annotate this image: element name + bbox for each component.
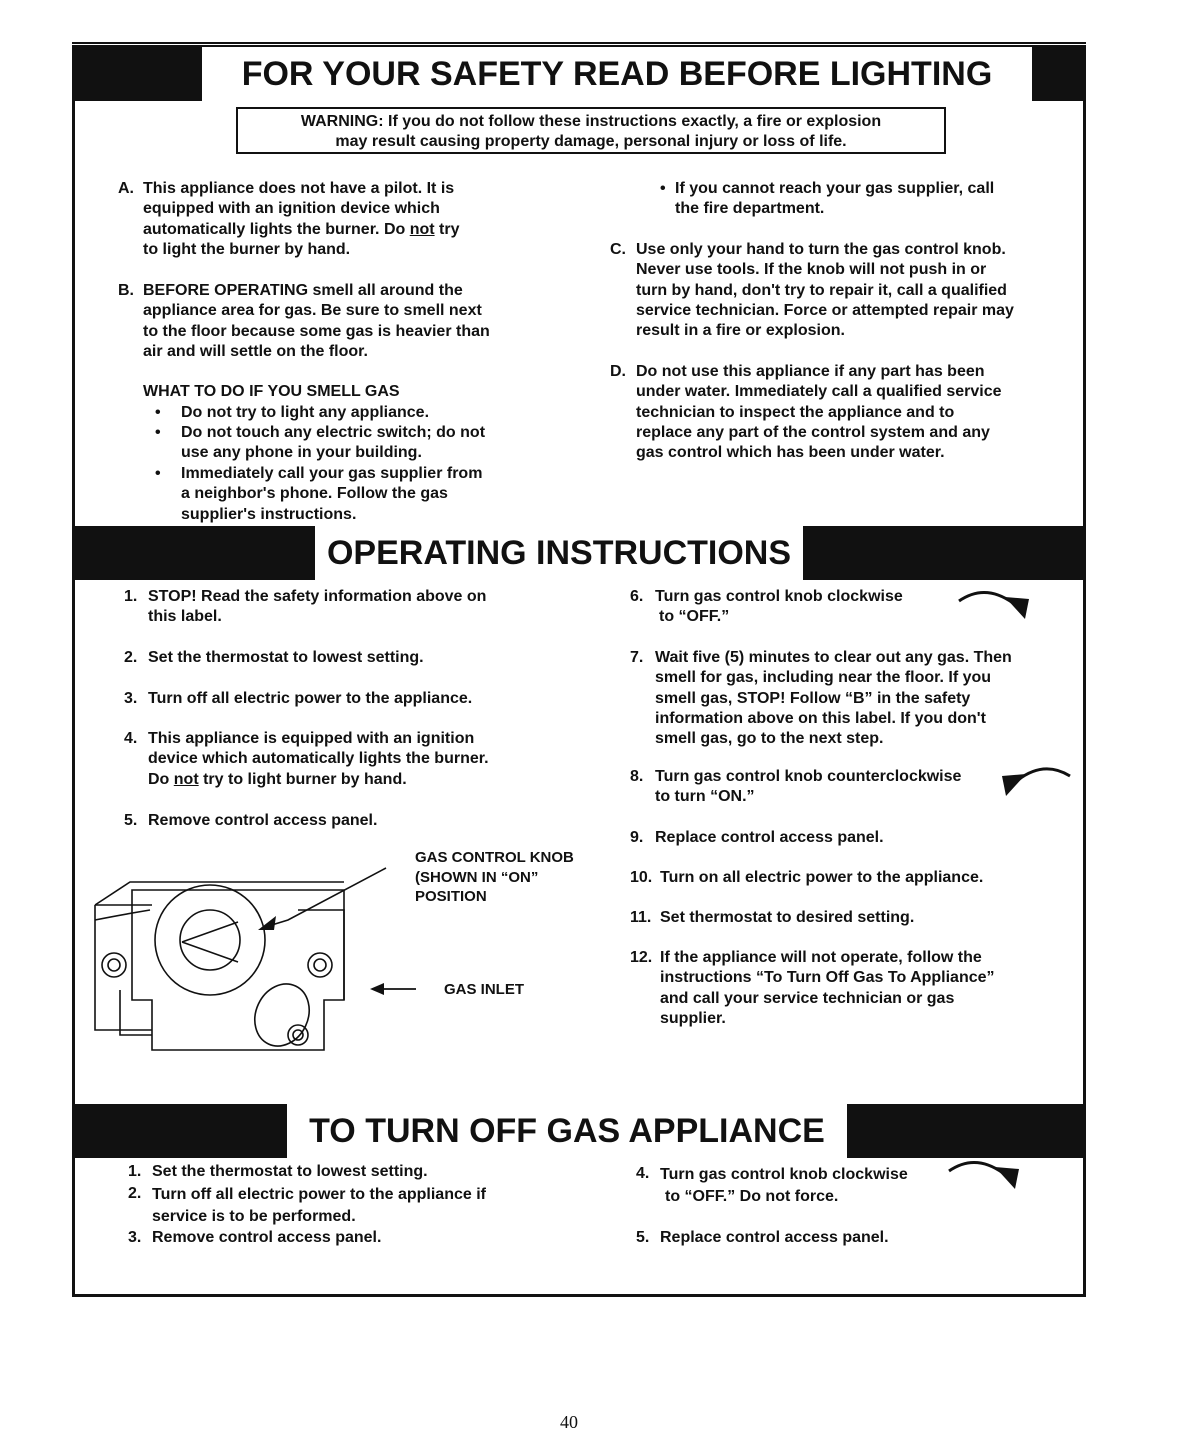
item-c-line: result in a fire or explosion. bbox=[636, 322, 845, 340]
left-bolt-inner bbox=[108, 959, 120, 971]
op-step-9-num: 9. bbox=[630, 829, 644, 846]
op-step-2-num: 2. bbox=[124, 649, 138, 666]
counterclockwise-arrow-icon bbox=[998, 762, 1078, 802]
item-c-line: Never use tools. If the knob will not push in or bbox=[636, 261, 987, 279]
valve-lower-left bbox=[120, 990, 152, 1035]
safety-title: FOR YOUR SAFETY READ BEFORE LIGHTING bbox=[202, 47, 1032, 101]
valve-right-housing bbox=[298, 910, 344, 1000]
valve-left-detail bbox=[95, 910, 150, 920]
off-step-2-num: 2. bbox=[128, 1185, 142, 1202]
off-step-5-num: 5. bbox=[636, 1229, 650, 1246]
op-step-7 bbox=[655, 648, 1012, 749]
item-d-text bbox=[636, 362, 1002, 463]
smell-bullet-3-line: supplier's instructions. bbox=[181, 505, 357, 523]
off-step-4-line: Turn gas control knob clockwise bbox=[660, 1166, 908, 1183]
op-step-5-num: 5. bbox=[124, 812, 138, 829]
bullet-icon: • bbox=[155, 404, 161, 421]
op-step-4-line: This appliance is equipped with an ignition bbox=[148, 730, 475, 747]
op-step-11: Set thermostat to desired setting. bbox=[660, 909, 915, 926]
op-step-7-line: smell gas, go to the next step. bbox=[655, 730, 884, 748]
smell-bullet-2-line: Do not touch any electric switch; do not bbox=[181, 424, 486, 441]
regulator-screw bbox=[288, 1025, 308, 1045]
gas-control-knob-label bbox=[415, 848, 574, 907]
regulator-screw-inner bbox=[293, 1030, 303, 1040]
gas-inlet-label: GAS INLET bbox=[444, 981, 525, 998]
warning-line-2: may result causing property damage, personal injury or loss of life. bbox=[335, 133, 847, 150]
off-step-4-num: 4. bbox=[636, 1165, 650, 1182]
op-step-4-line: device which automatically lights the burner. bbox=[148, 750, 489, 768]
item-d-line: gas control which has been under water. bbox=[636, 444, 945, 462]
op-step-4-line bbox=[148, 770, 489, 790]
turnoff-title: TO TURN OFF GAS APPLIANCE bbox=[287, 1104, 847, 1158]
smell-bullet-4-line: If you cannot reach your gas supplier, call bbox=[675, 180, 995, 197]
item-a-underlined: not bbox=[409, 220, 435, 238]
gas-inlet-arrow-icon bbox=[370, 982, 420, 996]
valve-left-housing bbox=[95, 905, 152, 1030]
op-step-8-num: 8. bbox=[630, 768, 644, 785]
item-a-text-part: automatically lights the burner. Do bbox=[143, 220, 410, 238]
off-step-1: Set the thermostat to lowest setting. bbox=[152, 1163, 428, 1180]
op-step-9: Replace control access panel. bbox=[655, 829, 884, 846]
item-a-text bbox=[143, 179, 460, 260]
op-step-7-line: Wait five (5) minutes to clear out any gas. Then bbox=[655, 649, 1012, 666]
right-bolt-outer bbox=[308, 953, 332, 977]
item-d-line: technician to inspect the appliance and to bbox=[636, 403, 955, 421]
warning-box bbox=[236, 107, 946, 154]
knob-housing-circle bbox=[155, 885, 265, 995]
knob-pointer-line bbox=[262, 868, 386, 928]
op-step-10-num: 10. bbox=[630, 869, 653, 886]
op-step-8-line: Turn gas control knob counterclockwise bbox=[655, 768, 962, 785]
smell-bullet-3 bbox=[181, 464, 482, 525]
op-step-4-num: 4. bbox=[124, 730, 138, 747]
off-step-3: Remove control access panel. bbox=[152, 1229, 382, 1246]
off-step-2-line: service is to be performed. bbox=[152, 1208, 356, 1225]
op-step-1-line: STOP! Read the safety information above on bbox=[148, 588, 487, 605]
item-a-text-part: try bbox=[434, 220, 460, 238]
op-step-12-num: 12. bbox=[630, 949, 653, 966]
item-b-line: to the floor because some gas is heavier than bbox=[143, 322, 490, 340]
item-c-line: turn by hand, don't try to repair it, call a qualified bbox=[636, 281, 1007, 299]
item-a-line bbox=[143, 220, 460, 240]
op-step-2: Set the thermostat to lowest setting. bbox=[148, 649, 424, 666]
op-step-8 bbox=[655, 767, 961, 808]
smell-bullet-4 bbox=[675, 179, 994, 220]
off-step-4-line: to “OFF.” Do not force. bbox=[665, 1188, 839, 1205]
op-step-8-line: to turn “ON.” bbox=[655, 788, 755, 806]
safety-banner bbox=[75, 47, 1083, 101]
off-step-3-num: 3. bbox=[128, 1229, 142, 1246]
item-a-line: to light the burner by hand. bbox=[143, 240, 351, 258]
item-d-line: under water. Immediately call a qualified service bbox=[636, 383, 1002, 401]
operating-banner bbox=[75, 526, 1083, 580]
item-b-label: B. bbox=[118, 282, 134, 299]
clockwise-arrow-icon bbox=[945, 1155, 1025, 1195]
op-step-12-line: supplier. bbox=[660, 1009, 726, 1027]
bullet-icon: • bbox=[660, 180, 666, 197]
item-a-label: A. bbox=[118, 180, 134, 197]
left-bolt-outer bbox=[102, 953, 126, 977]
op-step-7-line: smell gas, STOP! Follow “B” in the safety bbox=[655, 689, 971, 707]
off-step-2-line: Turn off all electric power to the appliance if bbox=[152, 1186, 486, 1203]
op-step-12-line: and call your service technician or gas bbox=[660, 989, 955, 1007]
op-step-6 bbox=[655, 587, 903, 628]
op-step-4-text-part: Do bbox=[148, 770, 174, 788]
knob-label-line: (SHOWN IN “ON” bbox=[415, 868, 539, 886]
turnoff-banner bbox=[75, 1104, 1083, 1158]
off-step-2 bbox=[152, 1184, 486, 1228]
op-step-12-line: If the appliance will not operate, follow the bbox=[660, 949, 982, 966]
smell-bullet-3-line: Immediately call your gas supplier from bbox=[181, 465, 483, 482]
op-step-6-line: to “OFF.” bbox=[659, 608, 730, 626]
op-step-4-text-part: try to light burner by hand. bbox=[198, 770, 407, 788]
item-c-text bbox=[636, 240, 1014, 341]
page-number: 40 bbox=[560, 1412, 578, 1432]
top-rule bbox=[72, 42, 1086, 44]
smell-bullet-2-line: use any phone in your building. bbox=[181, 444, 422, 462]
op-step-3-num: 3. bbox=[124, 690, 138, 707]
operating-title: OPERATING INSTRUCTIONS bbox=[315, 526, 803, 580]
bullet-icon: • bbox=[155, 424, 161, 441]
smell-bullet-1: Do not try to light any appliance. bbox=[181, 404, 430, 421]
item-b-line: BEFORE OPERATING smell all around the bbox=[143, 282, 463, 299]
item-d-label: D. bbox=[610, 363, 626, 380]
item-b-line: appliance area for gas. Be sure to smell next bbox=[143, 302, 482, 320]
knob-on-indicator bbox=[182, 922, 238, 962]
item-c-label: C. bbox=[610, 241, 626, 258]
regulator bbox=[245, 975, 319, 1055]
off-step-5: Replace control access panel. bbox=[660, 1229, 889, 1246]
item-a-line: equipped with an ignition device which bbox=[143, 200, 440, 218]
smell-bullet-3-line: a neighbor's phone. Follow the gas bbox=[181, 485, 448, 503]
off-step-1-num: 1. bbox=[128, 1163, 142, 1180]
op-step-6-num: 6. bbox=[630, 588, 644, 605]
op-step-10: Turn on all electric power to the appliance. bbox=[660, 869, 984, 886]
op-step-1-line: this label. bbox=[148, 608, 222, 626]
warning-line-1: WARNING: If you do not follow these instructions exactly, a fire or explosion bbox=[300, 113, 882, 130]
op-step-12-line: instructions “To Turn Off Gas To Appliance” bbox=[660, 969, 995, 987]
item-b-line: air and will settle on the floor. bbox=[143, 342, 368, 360]
item-b-text bbox=[143, 281, 490, 362]
op-step-11-num: 11. bbox=[630, 909, 652, 926]
bullet-icon: • bbox=[155, 465, 161, 482]
op-step-3: Turn off all electric power to the appliance. bbox=[148, 690, 473, 707]
op-step-1-num: 1. bbox=[124, 588, 138, 605]
off-step-4 bbox=[660, 1164, 908, 1208]
op-step-7-num: 7. bbox=[630, 649, 644, 666]
op-step-7-line: information above on this label. If you don't bbox=[655, 709, 986, 727]
op-step-4 bbox=[148, 729, 489, 790]
op-step-12 bbox=[660, 948, 995, 1029]
item-a-line: This appliance does not have a pilot. It is bbox=[143, 180, 455, 197]
smell-bullet-4-line: the fire department. bbox=[675, 200, 825, 218]
smell-bullet-2 bbox=[181, 423, 485, 464]
item-d-line: Do not use this appliance if any part has been bbox=[636, 363, 985, 380]
item-c-line: Use only your hand to turn the gas control knob. bbox=[636, 241, 1006, 258]
item-c-line: service technician. Force or attempted repair may bbox=[636, 301, 1014, 319]
op-step-7-line: smell for gas, including near the floor. If you bbox=[655, 669, 992, 687]
right-bolt-inner bbox=[314, 959, 326, 971]
knob-label-line: GAS CONTROL KNOB bbox=[415, 849, 574, 866]
gas-valve-diagram bbox=[90, 860, 430, 1060]
item-d-line: replace any part of the control system and any bbox=[636, 423, 990, 441]
smell-gas-heading: WHAT TO DO IF YOU SMELL GAS bbox=[143, 383, 400, 400]
op-step-6-line: Turn gas control knob clockwise bbox=[655, 588, 903, 605]
op-step-5: Remove control access panel. bbox=[148, 812, 378, 829]
knob-label-line: POSITION bbox=[415, 888, 487, 905]
op-step-4-underlined: not bbox=[173, 770, 199, 788]
op-step-1 bbox=[148, 587, 486, 628]
clockwise-arrow-icon bbox=[955, 585, 1035, 625]
